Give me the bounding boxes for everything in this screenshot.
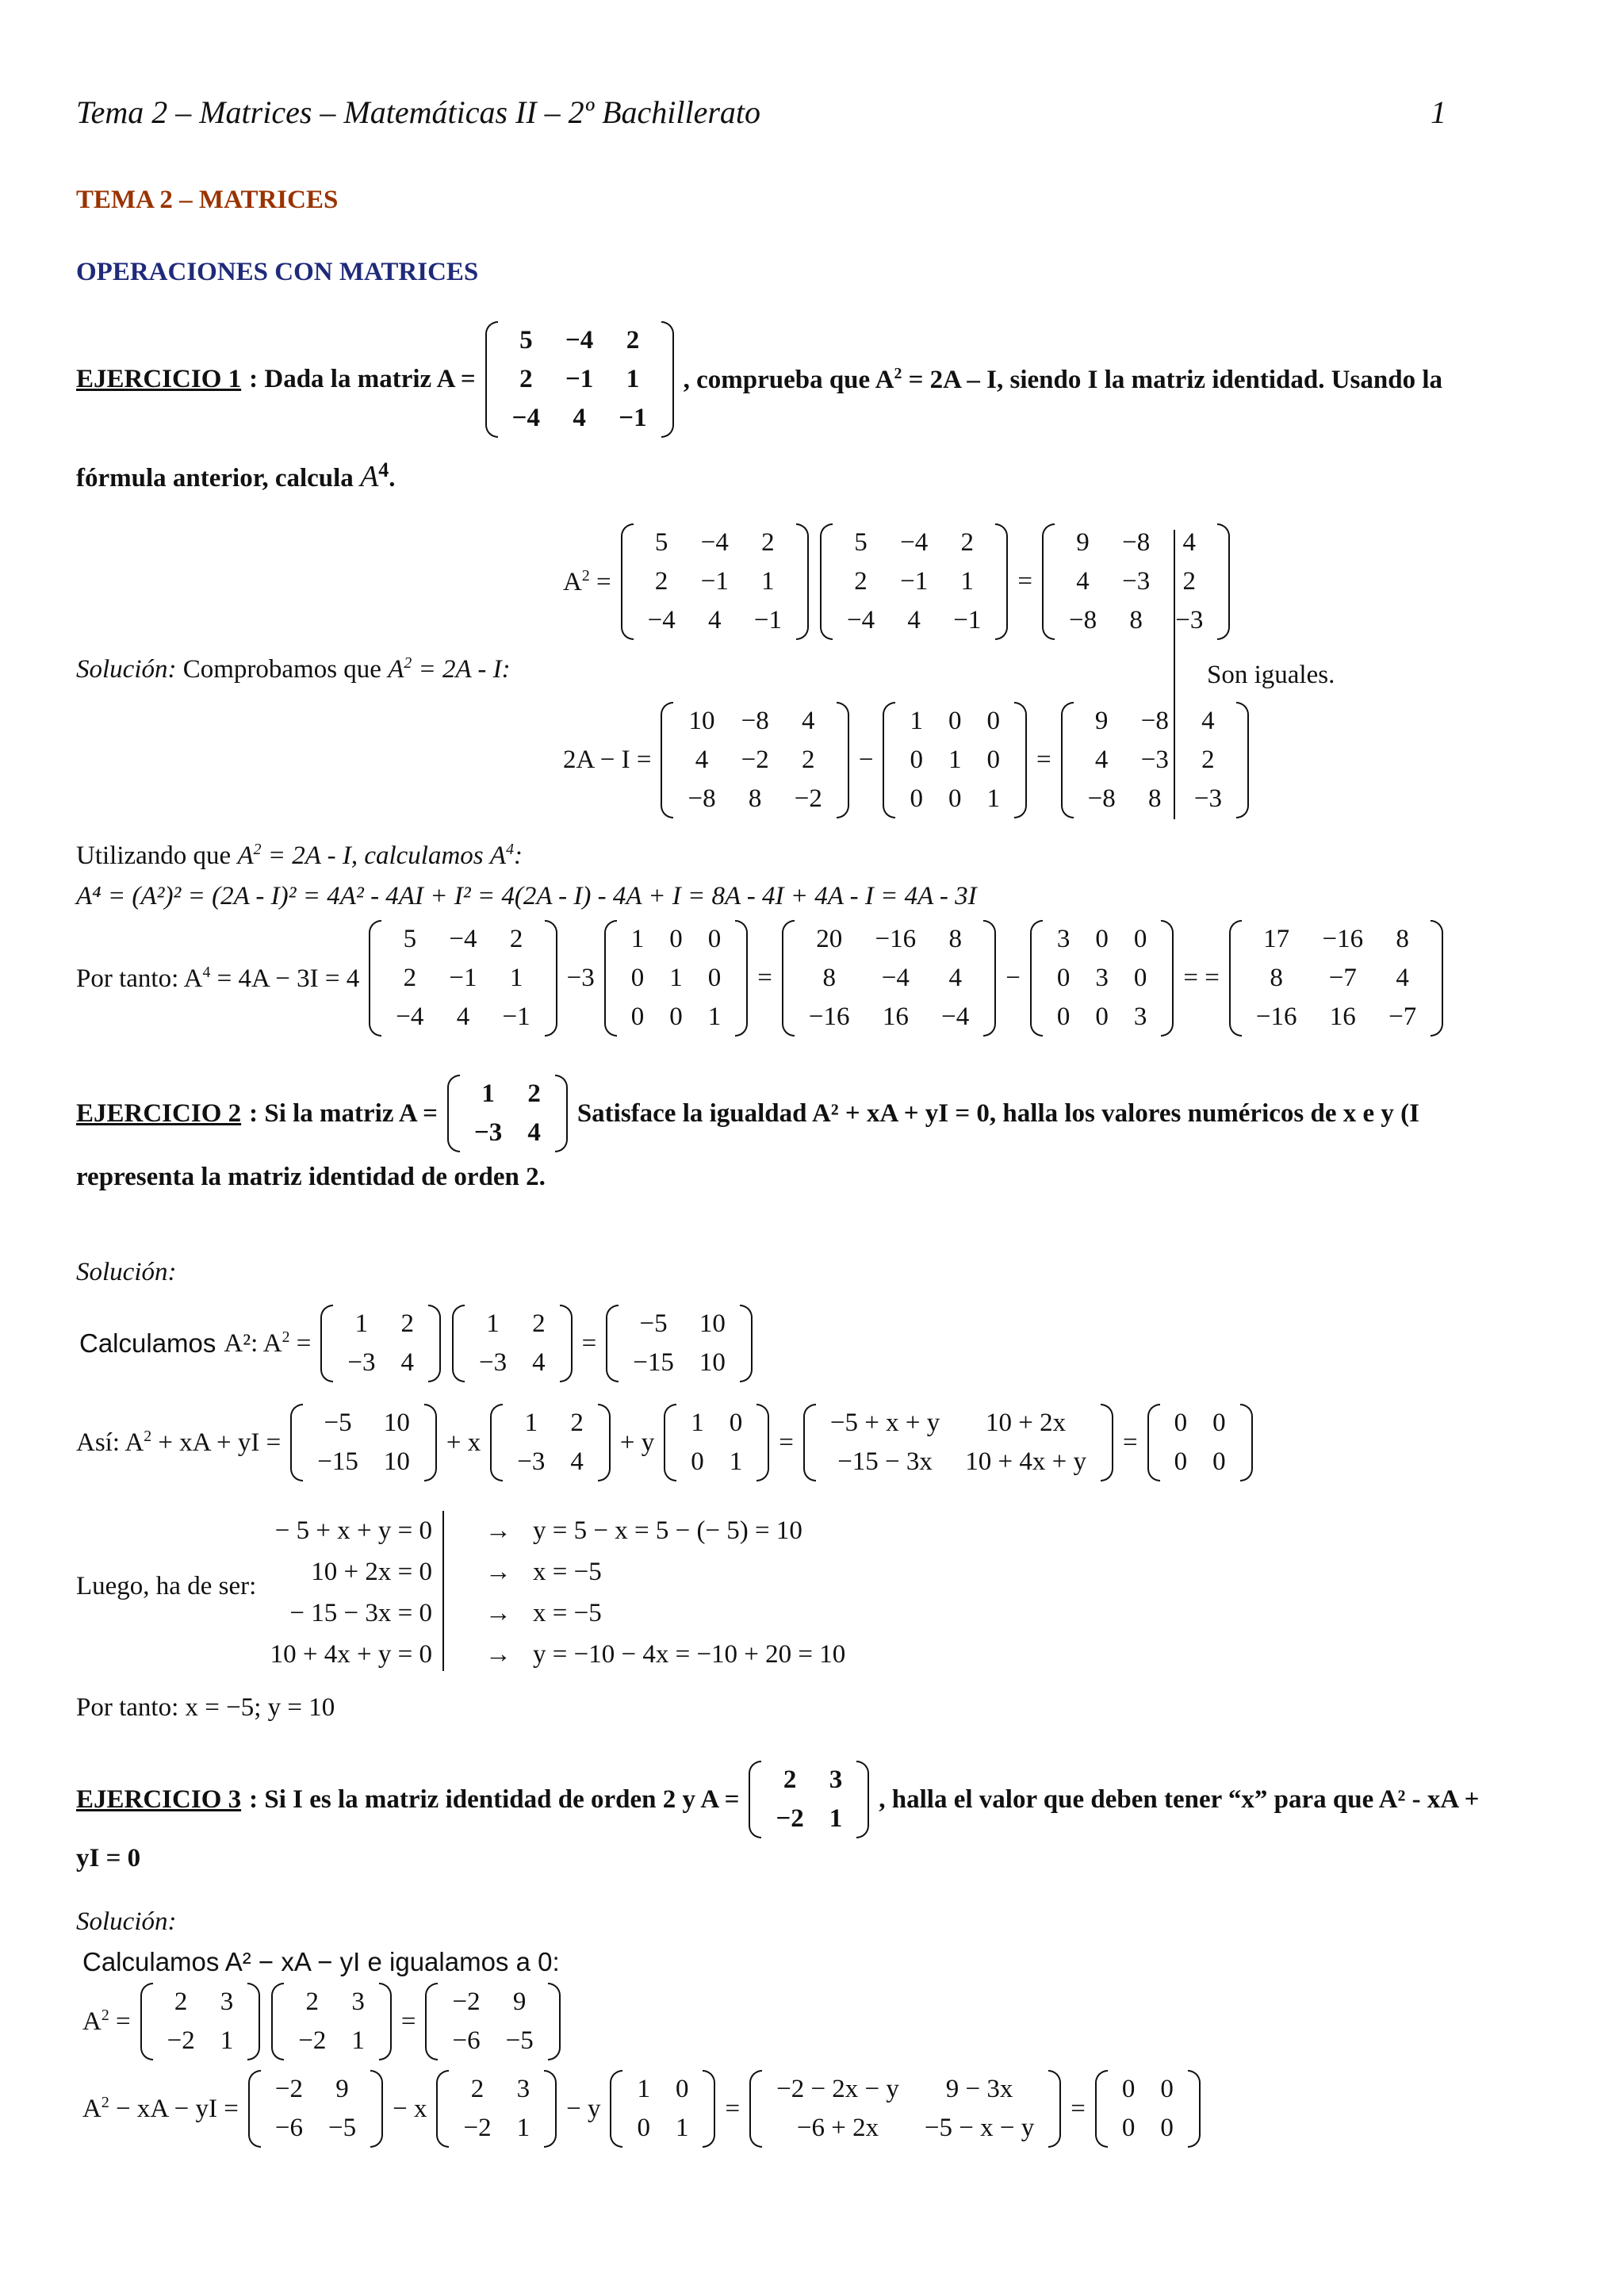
matrix-entry: 1 xyxy=(481,1079,495,1108)
matrix-entry: −4 xyxy=(449,925,477,953)
matrix-entry: 2 xyxy=(519,365,533,393)
matrix-entry: 10 + 4x + y xyxy=(965,1447,1086,1476)
matrix-entry: 4 xyxy=(573,404,586,432)
ex1-final-equation: Por tanto: $A^4 = 4A - 3I = 4$ 5 −4 2 2 −1 1 −4 4 −1 −3 1 0 0 0 1 0 0 0 1 = 20 −16 8 8 −4 4 −16 16 −4 − 3 0 0 0 3 0 0 0 3 = = 17 −16 8 8 −7 4 −16 16 −7 xyxy=(76,920,1453,1037)
matrix-entry: 1 xyxy=(761,567,775,596)
ex1-a2-equation: $A^2$ = 5 −4 2 2 −1 1 −4 4 −1 5 −4 2 2 −1 1 −4 4 −1 = 9 −8 4 4 −3 2 −8 8 −3 xyxy=(563,523,1239,640)
matrix-entry: −4 xyxy=(396,1002,424,1031)
matrix-entry: 2 xyxy=(960,528,975,557)
matrix-entry: 0 xyxy=(986,707,1000,735)
matrix-entry: −7 xyxy=(1388,1002,1417,1031)
matrix-entry: 9 xyxy=(335,2075,349,2103)
ex3-expr-matrix-result xyxy=(748,2070,1063,2148)
matrix-entry: 10 xyxy=(699,1348,726,1377)
matrix-entry: 3 xyxy=(1056,925,1071,953)
matrix-entry: 2 xyxy=(532,1309,546,1338)
matrix-entry: −3 xyxy=(1140,746,1169,774)
matrix-entry: 10 + 2x xyxy=(986,1409,1067,1437)
ex3-expr-matrix-i xyxy=(608,2070,717,2148)
matrix-entry: 0 xyxy=(1095,1002,1109,1031)
matrix-entry: 10 xyxy=(383,1409,410,1437)
matrix-entry: −4 xyxy=(881,964,910,992)
matrix-entry: 2 xyxy=(783,1765,797,1794)
system-equation: − 15 − 3x = 0 xyxy=(289,1599,432,1627)
ex3-expr-matrix-zero xyxy=(1094,2070,1202,2148)
matrix-entry: −7 xyxy=(1328,964,1357,992)
matrix-entry: −3 xyxy=(517,1447,546,1476)
matrix-entry: 0 xyxy=(986,746,1000,774)
matrix-entry: 8 xyxy=(1148,784,1162,813)
matrix-entry: −1 xyxy=(953,606,982,634)
matrix-entry: 2 xyxy=(470,2075,485,2103)
matrix-entry: 4 xyxy=(456,1002,470,1031)
matrix-entry: 2 xyxy=(174,1987,188,2016)
matrix-entry: −8 xyxy=(688,784,716,813)
matrix-entry: −1 xyxy=(565,365,594,393)
matrix-entry: 9 xyxy=(1094,707,1109,735)
matrix-entry: 4 xyxy=(802,707,815,735)
matrix-entry: −8 xyxy=(1087,784,1116,813)
matrix-entry: 2 xyxy=(854,567,868,596)
matrix-entry: 2 xyxy=(570,1409,584,1437)
matrix-entry: 0 xyxy=(675,2075,689,2103)
ex1-final-matrix-3i xyxy=(1028,920,1176,1037)
matrix-entry: 8 xyxy=(822,964,836,992)
matrix-entry: 0 xyxy=(1212,1409,1226,1437)
matrix-entry: 0 xyxy=(707,925,722,953)
matrix-entry: 10 xyxy=(383,1447,410,1476)
matrix-entry: 8 xyxy=(748,784,762,813)
ex3-matrix-a-left xyxy=(139,1983,262,2060)
ex1-2a-minus-i: 2A − I = 10 −8 4 4 −2 2 −8 8 −2 − 1 0 0 0 1 0 0 0 1 = 9 −8 4 4 −3 2 −8 8 −3 xyxy=(563,702,1258,818)
matrix-entry: −4 xyxy=(565,326,594,355)
ex1-label: EJERCICIO 1 xyxy=(76,365,242,393)
matrix-entry: 1 xyxy=(626,365,640,393)
matrix-entry: 4 xyxy=(570,1447,584,1476)
ex3-label: EJERCICIO 3 xyxy=(76,1784,242,1814)
matrix-entry: −6 xyxy=(452,2026,481,2055)
matrix-entry: 0 xyxy=(1174,1447,1188,1476)
ex1-statement: EJERCICIO 1 : Dada la matriz A = 5 −4 2 2 −1 1 −4 4 −1 , comprueba que $A^2 = 2A - I$, siendo I la matriz identidad. Usando la xyxy=(76,321,1450,438)
matrix-entry: 0 xyxy=(1160,2114,1174,2142)
ex2-result: Por tanto: x = −5; y = 10 xyxy=(76,1693,335,1722)
ex3-expr-equation: $A^2$ − xA − yI = −2 9 −6 −5 − x 2 3 −2 1 − y 1 0 0 1 = −2 − 2x − y 9 − 3x −6 + 2x −5 − x − y = 0 0 0 0 xyxy=(82,2070,1210,2148)
matrix-entry: 8 xyxy=(1270,964,1283,992)
ex3-intro: : Si I es la matriz identidad de orden 2 y A = xyxy=(249,1784,740,1814)
system-equation: 10 + 4x + y = 0 xyxy=(270,1640,432,1669)
system-equation: 10 + 2x = 0 xyxy=(311,1558,432,1586)
matrix-entry: 4 xyxy=(1201,707,1215,735)
ex1-matrix-a2 xyxy=(1040,523,1231,640)
matrix-entry: −2 xyxy=(741,746,769,774)
ex3-calc: Calculamos A² − xA − yI e igualamos a 0: xyxy=(82,1947,560,1976)
ex2-line2: representa la matriz identidad de orden 2. xyxy=(76,1163,546,1191)
matrix-entry: 0 xyxy=(669,1002,683,1031)
ex1-matrix-2a xyxy=(659,702,850,818)
matrix-entry: 1 xyxy=(516,2114,530,2142)
matrix-entry: 1 xyxy=(637,2075,650,2103)
matrix-entry: 4 xyxy=(1094,746,1109,774)
ex1-solution-line: Solución: Comprobamos que $A^2 = 2A - I$: xyxy=(76,654,511,684)
matrix-entry: 0 xyxy=(910,784,923,813)
matrix-entry: 2 xyxy=(1201,746,1215,774)
matrix-entry: −1 xyxy=(502,1002,530,1031)
ex2-asi-matrix-a2 xyxy=(289,1404,439,1481)
matrix-entry: 0 xyxy=(1212,1447,1226,1476)
matrix-entry: 2 xyxy=(654,567,668,596)
ex1-matrix-i3 xyxy=(881,702,1028,818)
matrix-entry: 4 xyxy=(695,746,709,774)
matrix-entry: −5 + x + y xyxy=(829,1409,940,1437)
ex2-a2-equation: Calculamos A²: $A^2$ = 1 2 −3 4 1 2 −3 4 = −5 10 −15 10 xyxy=(79,1305,762,1382)
matrix-entry: 1 xyxy=(829,1804,843,1833)
ex2-matrix xyxy=(446,1075,569,1152)
ex2-asi-matrix-i xyxy=(662,1404,771,1481)
matrix-entry: 5 xyxy=(403,925,417,953)
matrix-entry: 9 xyxy=(512,1987,527,2016)
matrix-entry: 1 xyxy=(486,1309,500,1338)
ex2-matrix-a-left xyxy=(319,1305,442,1382)
ex2-matrix-a2 xyxy=(604,1305,754,1382)
ex2-system-brace xyxy=(435,1511,444,1671)
tema-heading: TEMA 2 – MATRICES xyxy=(76,186,339,214)
ex1-stmt-a: , comprueba que A xyxy=(683,365,894,394)
matrix-entry: 3 xyxy=(829,1765,843,1794)
matrix-entry: −2 xyxy=(167,2026,195,2055)
ex3-a2-equation: $A^2$ = 2 3 −2 1 2 3 −2 1 = −2 9 −6 −5 xyxy=(82,1983,570,2060)
matrix-entry: 1 xyxy=(354,1309,369,1338)
ex1-equal-note: Son iguales. xyxy=(1207,661,1335,689)
matrix-entry: 3 xyxy=(220,1987,234,2016)
ex1-final-matrix-a xyxy=(367,920,558,1037)
matrix-entry: −5 xyxy=(505,2026,534,2055)
matrix-entry: −2 − 2x − y xyxy=(776,2075,899,2103)
matrix-entry: 0 xyxy=(637,2114,650,2142)
matrix-entry: −4 xyxy=(511,404,540,432)
matrix-entry: −16 xyxy=(875,925,917,953)
matrix-entry: 1 xyxy=(220,2026,234,2055)
matrix-entry: 10 xyxy=(699,1309,726,1338)
ex1-intro: : Dada la matriz A = xyxy=(249,365,476,393)
matrix-entry: 0 xyxy=(1056,1002,1071,1031)
matrix-entry: 0 xyxy=(1160,2075,1174,2103)
ex1-final-matrix-i xyxy=(603,920,750,1037)
matrix-entry: −1 xyxy=(900,567,929,596)
ex1-matrix-a2-again xyxy=(1059,702,1251,818)
matrix-entry: 4 xyxy=(527,1118,541,1147)
system-result: y = −10 − 4x = −10 + 20 = 10 xyxy=(533,1640,846,1669)
matrix-entry: 2 xyxy=(626,326,640,355)
matrix-entry: −4 xyxy=(647,606,676,634)
matrix-entry: −4 xyxy=(900,528,929,557)
matrix-entry: 0 xyxy=(707,964,722,992)
ex3-matrix-a2 xyxy=(423,1983,561,2060)
matrix-entry: 0 xyxy=(1133,925,1147,953)
arrow-icon: → xyxy=(485,1558,511,1586)
matrix-entry: −16 xyxy=(1322,925,1364,953)
matrix-entry: −3 xyxy=(478,1348,508,1377)
ex1-final-matrix-a4 xyxy=(1228,920,1445,1037)
matrix-entry: 0 xyxy=(910,746,923,774)
matrix-entry: 0 xyxy=(1095,925,1109,953)
matrix-entry: 2 xyxy=(1182,567,1197,596)
matrix-entry: −3 xyxy=(474,1118,503,1147)
matrix-entry: −5 xyxy=(324,1409,352,1437)
matrix-entry: 5 xyxy=(519,326,533,355)
matrix-entry: −3 xyxy=(1122,567,1151,596)
matrix-entry: 3 xyxy=(351,1987,365,2016)
matrix-entry: −8 xyxy=(741,707,769,735)
ex1-using-line: Utilizando que $A^2 = 2A - I$, calculamos $A^4$: xyxy=(76,841,523,870)
section-heading: OPERACIONES CON MATRICES xyxy=(76,258,479,286)
ex2-solution-label: Solución: xyxy=(76,1258,177,1286)
ex2-statement xyxy=(76,1075,1427,1152)
arrow-icon: → xyxy=(485,1599,511,1627)
matrix-entry: −2 xyxy=(776,1804,804,1833)
matrix-entry: 0 xyxy=(1133,964,1147,992)
ex1-matrix-a-left xyxy=(619,523,810,640)
matrix-entry: 0 xyxy=(1121,2075,1136,2103)
system-result: y = 5 − x = 5 − (− 5) = 10 xyxy=(533,1516,802,1545)
ex3-expr-matrix-a xyxy=(435,2070,558,2148)
matrix-entry: −2 xyxy=(452,1987,481,2016)
matrix-entry: 17 xyxy=(1263,925,1290,953)
ex3-expr-matrix-a2 xyxy=(247,2070,385,2148)
matrix-entry: 1 xyxy=(630,925,645,953)
matrix-entry: −16 xyxy=(1255,1002,1297,1031)
matrix-entry: 1 xyxy=(986,784,1000,813)
matrix-entry: −2 xyxy=(298,2026,327,2055)
matrix-entry: 1 xyxy=(351,2026,365,2055)
matrix-entry: 0 xyxy=(691,1447,704,1476)
matrix-entry: −3 xyxy=(1175,606,1204,634)
matrix-entry: −8 xyxy=(1140,707,1169,735)
matrix-entry: 5 xyxy=(854,528,868,557)
matrix-entry: 0 xyxy=(948,784,962,813)
matrix-entry: 1 xyxy=(960,567,975,596)
matrix-entry: −2 xyxy=(794,784,822,813)
matrix-entry: 20 xyxy=(816,925,843,953)
matrix-entry: −15 xyxy=(633,1348,674,1377)
matrix-entry: 4 xyxy=(1182,528,1197,557)
matrix-entry: 1 xyxy=(675,2114,689,2142)
matrix-entry: −3 xyxy=(347,1348,376,1377)
matrix-entry: 1 xyxy=(509,964,523,992)
matrix-entry: −1 xyxy=(753,606,782,634)
matrix-entry: 1 xyxy=(729,1447,743,1476)
matrix-entry: 4 xyxy=(948,964,962,992)
matrix-entry: 2 xyxy=(761,528,775,557)
ex1-a4-derivation: A⁴ = (A²)² = (2A - I)² = 4A² - 4AI + I² = 4(2A - I) - 4A + I = 8A - 4I + 4A - I = 4A - 3I xyxy=(76,882,977,910)
page-number: 1 xyxy=(1431,94,1446,130)
matrix-entry: −1 xyxy=(449,964,477,992)
ex3-matrix-a-right xyxy=(270,1983,393,2060)
matrix-entry: 1 xyxy=(948,746,962,774)
ex2-asi-equation: Así: $A^2$ + xA + yI = −5 10 −15 10 + x 1 2 −3 4 + y 1 0 0 1 = −5 + x + y 10 + 2x −15 − 3x 10 + 4x + y = 0 0 0 0 xyxy=(76,1404,1262,1481)
matrix-entry: 9 xyxy=(1076,528,1090,557)
matrix-entry: 2 xyxy=(400,1309,414,1338)
ex3-solution-label: Solución: xyxy=(76,1907,177,1936)
matrix-entry: 3 xyxy=(1095,964,1109,992)
matrix-entry: −4 xyxy=(700,528,729,557)
matrix-entry: 0 xyxy=(948,707,962,735)
arrow-icon: → xyxy=(485,1516,511,1545)
matrix-entry: −3 xyxy=(1193,784,1222,813)
ex1-matrix xyxy=(484,321,676,438)
matrix-entry: 2 xyxy=(305,1987,320,2016)
ex3-statement xyxy=(76,1761,1487,1838)
ex2-label: EJERCICIO 2 xyxy=(76,1098,242,1128)
matrix-entry: −5 xyxy=(327,2114,357,2142)
matrix-entry: 0 xyxy=(1174,1409,1188,1437)
ex2-asi-matrix-a xyxy=(488,1404,612,1481)
matrix-entry: 0 xyxy=(729,1409,743,1437)
matrix-entry: −4 xyxy=(846,606,875,634)
ex2-asi-matrix-zero xyxy=(1146,1404,1254,1481)
system-result: x = −5 xyxy=(533,1599,602,1627)
matrix-entry: 2 xyxy=(802,746,815,774)
matrix-entry: 8 xyxy=(948,925,962,953)
ex2-luego: Luego, ha de ser: xyxy=(76,1572,257,1600)
matrix-entry: 8 xyxy=(1129,606,1143,634)
matrix-entry: 8 xyxy=(1396,925,1409,953)
ex2-matrix-a-right xyxy=(450,1305,574,1382)
ex1-matrix-a-right xyxy=(818,523,1009,640)
matrix-entry: 16 xyxy=(882,1002,909,1031)
matrix-entry: −15 − 3x xyxy=(837,1447,933,1476)
ex2-asi-matrix-sum xyxy=(802,1404,1115,1481)
matrix-entry: 9 − 3x xyxy=(945,2075,1013,2103)
ex3-line2: yI = 0 xyxy=(76,1844,141,1872)
matrix-entry: −1 xyxy=(619,404,647,432)
system-result: x = −5 xyxy=(533,1558,602,1586)
ex3-stmt: , halla el valor que deben tener “x” para que A² - xA + xyxy=(879,1784,1480,1814)
matrix-entry: −16 xyxy=(808,1002,850,1031)
matrix-entry: 2 xyxy=(509,925,523,953)
matrix-entry: −2 xyxy=(274,2075,303,2103)
matrix-entry: 1 xyxy=(910,707,923,735)
matrix-entry: 0 xyxy=(1056,964,1071,992)
matrix-entry: 4 xyxy=(708,606,722,634)
matrix-entry: −6 + 2x xyxy=(796,2114,879,2142)
matrix-entry: −4 xyxy=(941,1002,970,1031)
ex2-stmt: Satisface la igualdad A² + xA + yI = 0, halla los valores numéricos de x e y (I xyxy=(576,1098,1419,1128)
arrow-icon: → xyxy=(485,1640,511,1669)
matrix-entry: 10 xyxy=(688,707,715,735)
matrix-entry: −1 xyxy=(700,567,729,596)
matrix-entry: 4 xyxy=(532,1348,546,1377)
matrix-entry: 4 xyxy=(400,1348,414,1377)
matrix-entry: 4 xyxy=(907,606,921,634)
matrix-entry: 0 xyxy=(630,1002,645,1031)
matrix-entry: −8 xyxy=(1068,606,1097,634)
ex2-intro: : Si la matriz A = xyxy=(249,1098,438,1128)
matrix-entry: 4 xyxy=(1076,567,1090,596)
matrix-entry: 2 xyxy=(403,964,417,992)
matrix-entry: 3 xyxy=(1133,1002,1147,1031)
matrix-entry: 4 xyxy=(1396,964,1409,992)
matrix-entry: 0 xyxy=(1121,2114,1136,2142)
matrix-entry: −6 xyxy=(274,2114,303,2142)
matrix-entry: 1 xyxy=(524,1409,538,1437)
ex1-final-matrix-4a xyxy=(780,920,998,1037)
matrix-entry: 5 xyxy=(654,528,668,557)
matrix-entry: 16 xyxy=(1329,1002,1356,1031)
matrix-entry: −8 xyxy=(1122,528,1151,557)
matrix-entry: −15 xyxy=(317,1447,358,1476)
ex3-matrix xyxy=(747,1761,871,1838)
page-header-title: Tema 2 – Matrices – Matemáticas II – 2º Bachillerato xyxy=(76,94,761,130)
matrix-entry: 0 xyxy=(669,925,683,953)
matrix-entry: −5 xyxy=(639,1309,668,1338)
matrix-entry: 3 xyxy=(516,2075,530,2103)
matrix-entry: 2 xyxy=(527,1079,541,1108)
matrix-entry: −5 − x − y xyxy=(924,2114,1035,2142)
matrix-entry: 1 xyxy=(669,964,683,992)
matrix-entry: 0 xyxy=(630,964,645,992)
matrix-entry: 1 xyxy=(707,1002,722,1031)
ex1-stmt-b: = 2A – I, siendo I la matriz identidad. Usando la xyxy=(902,365,1442,394)
ex1-line2: fórmula anterior, calcula $A^4$. xyxy=(76,458,396,493)
matrix-entry: 1 xyxy=(691,1409,704,1437)
matrix-entry: −2 xyxy=(463,2114,492,2142)
system-equation: − 5 + x + y = 0 xyxy=(274,1516,432,1545)
